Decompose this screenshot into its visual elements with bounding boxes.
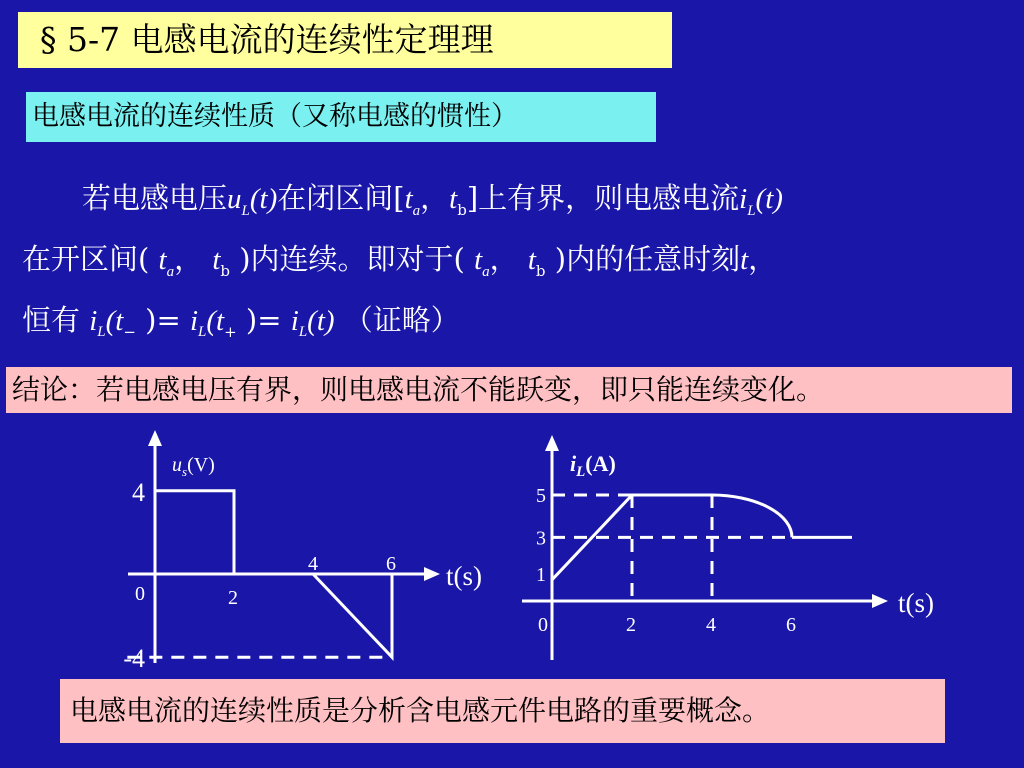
y-tick-label: 3 <box>536 527 546 550</box>
text: ， <box>420 181 450 215</box>
voltage-chart-ylabel <box>172 454 215 479</box>
y-tick-label: -4 <box>123 644 145 674</box>
symbol-i: i <box>89 304 98 337</box>
subscript-L: L <box>747 202 756 219</box>
section-heading: 电感电流的连续性质（又称电感的惯性） <box>26 92 656 142</box>
subscript-a: a <box>412 202 421 219</box>
text: ， <box>748 241 778 276</box>
symbol-t: (t) <box>755 183 783 215</box>
symbol-i: i <box>189 304 199 337</box>
subscript-L: L <box>241 202 250 219</box>
slide-title: § 5-7 电感电流的连续性定理理 <box>18 12 672 68</box>
text: ， <box>174 241 213 276</box>
text: 在闭区间[ <box>277 181 405 215</box>
summary-note: 电感电流的连续性质是分析含电感元件电路的重要概念。 <box>60 679 945 743</box>
symbol-t: t <box>449 183 458 215</box>
y-subscript: s <box>182 464 188 479</box>
subscript-minus: − <box>123 322 136 341</box>
text: 若电感电压 <box>82 181 228 215</box>
current-chart-xlabel: t(s) <box>898 588 934 618</box>
symbol-t: t <box>158 243 167 276</box>
symbol-t: (t <box>105 304 124 337</box>
symbol-t: t <box>527 243 536 276</box>
symbol-t: (t <box>206 304 225 337</box>
text: )内的任意时刻 <box>545 241 741 276</box>
text: )= <box>135 302 190 337</box>
symbol-t: t <box>404 183 413 215</box>
x-tick-label: 0 <box>135 583 145 605</box>
symbol-t: (t) <box>307 304 335 337</box>
y-axis-arrow <box>148 430 162 446</box>
subscript-L: L <box>97 324 106 341</box>
x-tick-label: 2 <box>228 587 238 609</box>
subscript-b: b <box>457 200 467 219</box>
x-tick-label: 2 <box>626 614 636 636</box>
y-symbol: u <box>172 454 182 476</box>
x-axis-arrow <box>424 567 440 581</box>
text: ， <box>489 241 528 276</box>
y-symbol: i <box>570 451 577 476</box>
y-unit: (A) <box>585 451 616 476</box>
subscript-L: L <box>198 324 207 341</box>
subscript-b: b <box>535 261 546 280</box>
symbol-u: u <box>227 183 242 215</box>
x-tick-label: 4 <box>706 614 716 636</box>
text: ]上有界，则电感电流 <box>466 181 740 215</box>
y-subscript: L <box>576 464 586 480</box>
conclusion-note: 结论：若电感电压有界，则电感电流不能跃变，即只能连续变化。 <box>6 367 1012 413</box>
y-unit: (V) <box>187 454 215 476</box>
symbol-i: i <box>290 304 299 337</box>
symbol-t: (t) <box>249 183 278 215</box>
y-tick-label: 4 <box>132 477 145 507</box>
subscript-a: a <box>482 263 490 280</box>
subscript-b: b <box>220 261 230 280</box>
voltage-chart-xlabel: t(s) <box>446 561 482 591</box>
text: )内连续。即对于( <box>230 241 475 276</box>
x-tick-label: 4 <box>308 553 318 575</box>
text: 在开区间( <box>22 241 159 276</box>
symbol-t: t <box>740 243 749 276</box>
symbol-t: t <box>212 243 221 276</box>
x-tick-label: 6 <box>786 614 796 636</box>
x-tick-label: 6 <box>386 553 396 575</box>
y-tick-label: 5 <box>536 485 546 507</box>
text: （证略） <box>334 302 460 337</box>
symbol-i: i <box>739 183 748 215</box>
x-tick-label: 0 <box>538 614 548 636</box>
subscript-plus: + <box>224 322 237 341</box>
text: 恒有 <box>22 302 90 337</box>
subscript-L: L <box>298 324 308 341</box>
subscript-a: a <box>166 263 175 280</box>
symbol-t: t <box>474 243 483 276</box>
text: )= <box>236 302 291 337</box>
y-tick-label: 1 <box>536 563 546 586</box>
